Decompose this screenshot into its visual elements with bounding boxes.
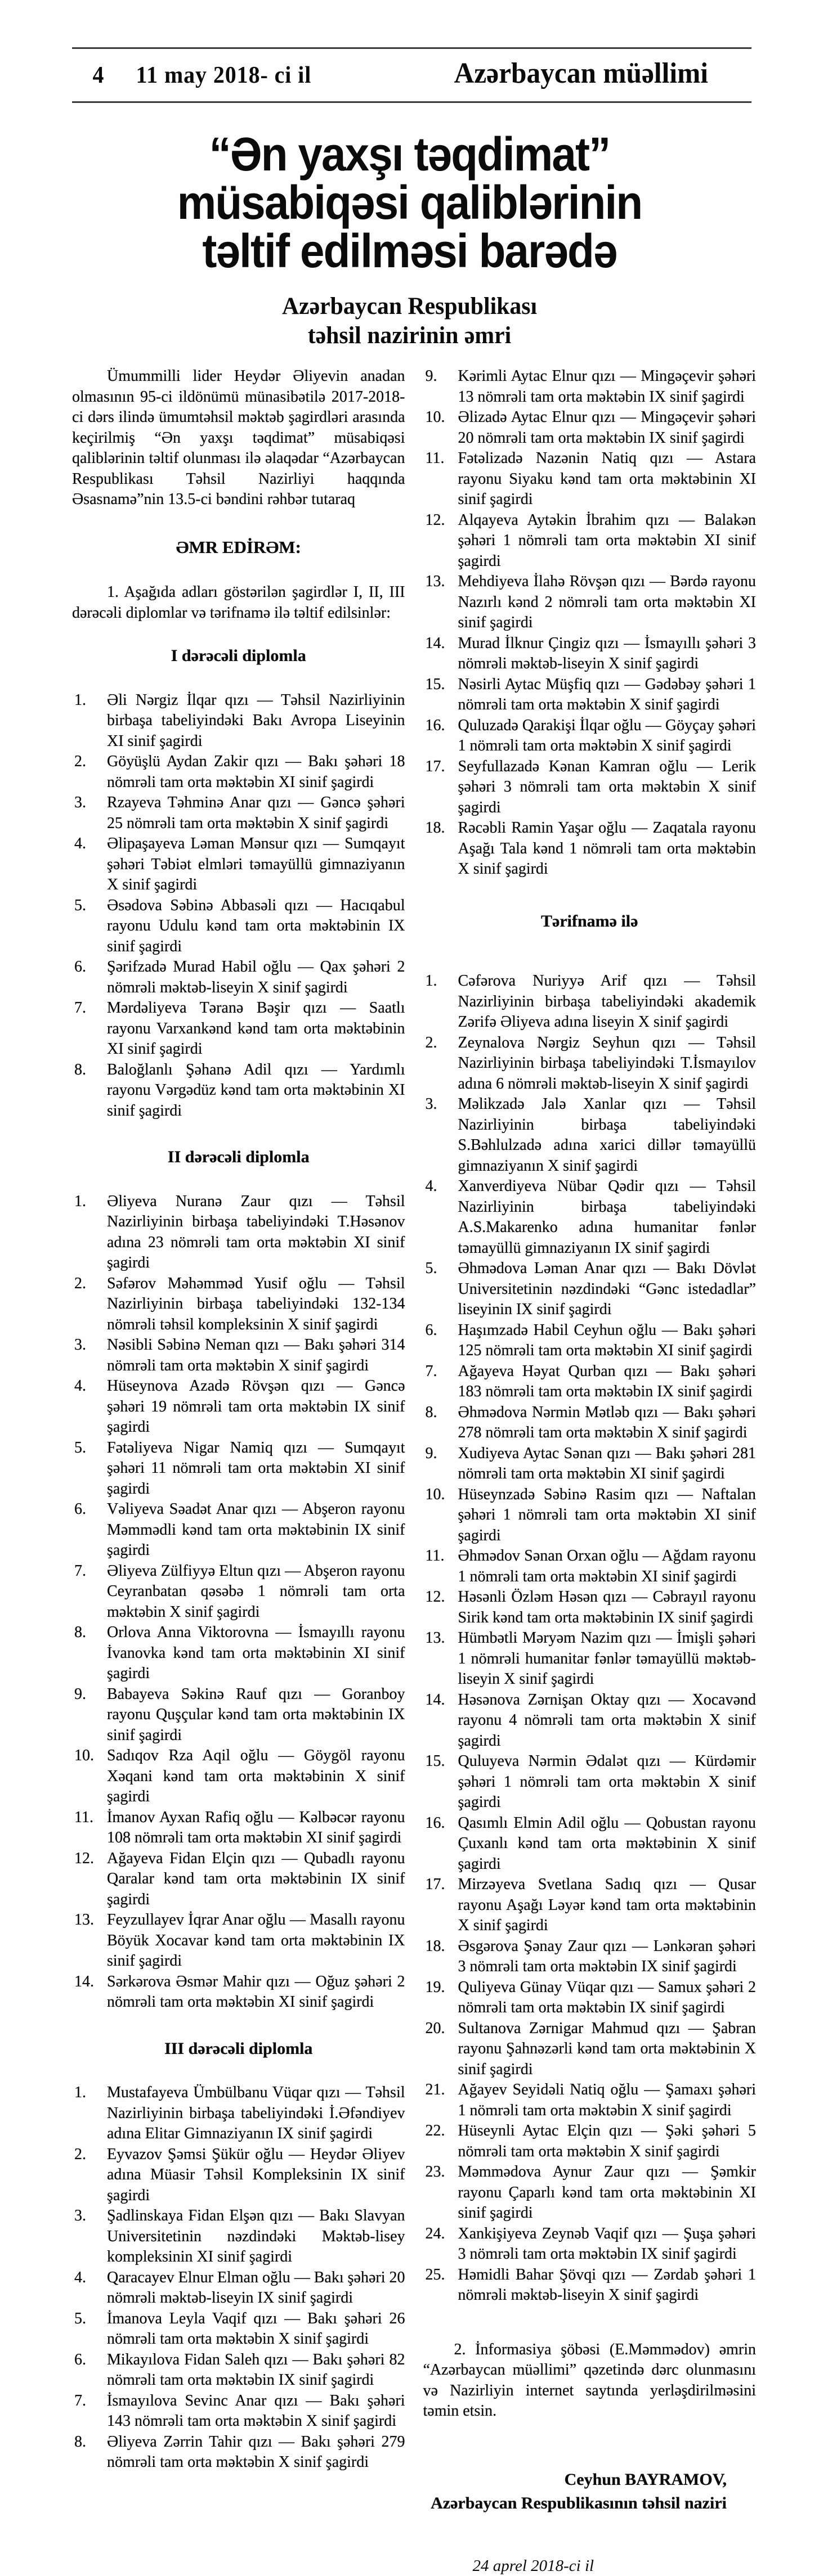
- list-item-text: Səfərov Məhəmməd Yusif oğlu — Təhsil Nazirliyinin birbaşa tabeliyindəki 132-134 nömrəli təhsil kompleksinin X sinif şagirdi: [107, 1275, 405, 1333]
- list-item-number: 18.: [426, 1936, 445, 1957]
- list-item-text: Məlikzadə Jalə Xanlar qızı — Təhsil Nazirliyinin birbaşa tabeliyindəki S.Bəhlulzadə adına xarici dillər təmayüllü gimnaziyanın X sinif şagirdi: [458, 1095, 757, 1175]
- list-item-number: 9.: [426, 1444, 437, 1464]
- list-item-number: 4.: [74, 834, 86, 855]
- list-item: [423, 2265, 757, 2306]
- list-item-number: 16.: [426, 716, 445, 736]
- list-item-number: 7.: [74, 2391, 86, 2412]
- list-item: [72, 896, 405, 957]
- order-heading: ƏMR EDİRƏM:: [72, 537, 405, 558]
- list-item-text: Zeynalova Nərgiz Seyhun qızı — Təhsil Nazirliyinin birbaşa tabeliyindəki T.İsmayılov adına 6 nömrəli məktəb-liseyin X sinif şagirdi: [458, 1034, 757, 1093]
- list-item: [72, 1972, 405, 2013]
- list-item-text: Hüseynova Azadə Rövşən qızı — Gəncə şəhəri 19 nömrəli tam orta məktəbin IX sinif şagirdi: [107, 1377, 405, 1436]
- list-item-number: 10.: [74, 1746, 94, 1766]
- list-item-text: Əhmədova Nərmin Mətləb qızı — Bakı şəhəri 278 nömrəli tam orta məktəbin X sinif şagirdi: [458, 1404, 757, 1442]
- list-item-text: Rzayeva Təhminə Anar qızı — Gəncə şəhəri 25 nömrəli tam orta məktəbin X sinif şagirdi: [107, 794, 405, 832]
- list-item: [423, 1628, 757, 1690]
- list-item: [72, 1808, 405, 1849]
- list-item-number: 2.: [74, 2145, 86, 2165]
- list-item: [423, 2162, 757, 2224]
- list-item-number: 7.: [74, 998, 86, 1019]
- list-item-text: Baloğlanlı Şəhanə Adil qızı — Yardımlı rayonu Vərgədüz kənd tam orta məktəbinin XI sinif şagirdi: [107, 1061, 405, 1120]
- list-item-number: 12.: [426, 510, 445, 531]
- section-heading-terifname: Tərifnamə ilə: [423, 911, 757, 932]
- list-item-number: 2.: [74, 752, 86, 772]
- list-item-number: 1.: [74, 2083, 86, 2103]
- list-item-number: 11.: [74, 1808, 93, 1828]
- list-item-number: 11.: [426, 1546, 445, 1567]
- list-item: [423, 1485, 757, 1547]
- list-item-number: 17.: [426, 1874, 445, 1895]
- list-item-number: 18.: [426, 818, 445, 839]
- list-item-text: Məmmədova Aynur Zaur qızı — Şəmkir rayonu Çaparlı kənd tam orta məktəbinin XI sinif şagirdi: [458, 2163, 757, 2222]
- list-item: [423, 1094, 757, 1176]
- list-item-number: 5.: [74, 1438, 86, 1459]
- list-item: [423, 1546, 757, 1587]
- article-title-line: təltif edilməsi barədə: [29, 227, 790, 275]
- list-item: [423, 1874, 757, 1936]
- list-item: [423, 2080, 757, 2121]
- list-item: [423, 716, 757, 757]
- list-item-text: Əlizadə Aytac Elnur qızı — Mingəçevir şəhəri 20 nömrəli tam orta məktəbin IX sinif şagirdi: [458, 408, 757, 447]
- order-date: 24 aprel 2018-ci il: [473, 2556, 757, 2576]
- list-item: [72, 998, 405, 1060]
- list-item-number: 2.: [74, 1274, 86, 1294]
- list-item-number: 6.: [74, 957, 86, 978]
- list-item: [423, 510, 757, 572]
- list-item-number: 1.: [426, 971, 437, 992]
- list-item-text: Hüseynzadə Səbinə Rasim qızı — Naftalan şəhəri 1 nömrəli tam orta məktəbin XI sinif şagirdi: [458, 1486, 757, 1544]
- terifname-list: [423, 971, 757, 2306]
- list-item-number: 8.: [74, 1060, 86, 1081]
- list-item-text: Vəliyeva Səadət Anar qızı — Abşeron rayonu Məmmədli kənd tam orta məktəbinin IX sinif şagirdi: [107, 1500, 405, 1559]
- section-heading-diploma-3: III dərəcəli diplomla: [72, 2039, 405, 2060]
- list-item-number: 19.: [426, 1977, 445, 1998]
- list-item-number: 6.: [426, 1320, 437, 1341]
- list-item-text: Əhmədova Ləman Anar qızı — Bakı Dövlət Universitetinin nəzdindəki “Gənc istedadlar” liseyinin IX sinif şagirdi: [458, 1260, 757, 1318]
- list-item: [72, 1335, 405, 1376]
- list-item-number: 9.: [426, 366, 437, 387]
- list-item-text: Ağayeva Həyat Qurban qızı — Bakı şəhəri 183 nömrəli tam orta məktəbin IX sinif şagirdi: [458, 1363, 757, 1401]
- list-item: [423, 1361, 757, 1402]
- list-item: [423, 1176, 757, 1258]
- list-item: [72, 1192, 405, 1274]
- list-item-number: 25.: [426, 2265, 445, 2286]
- list-item: [423, 1587, 757, 1628]
- list-item-number: 9.: [74, 1684, 86, 1705]
- list-item: [423, 818, 757, 880]
- list-item: [72, 2206, 405, 2268]
- list-item: [423, 1258, 757, 1320]
- list-item: [72, 2309, 405, 2350]
- list-item-number: 7.: [426, 1361, 437, 1382]
- list-item: [423, 675, 757, 716]
- list-item-text: Nəsibli Səbinə Neman qızı — Bakı şəhəri 314 nömrəli tam orta məktəbin X sinif şagirdi: [107, 1336, 405, 1374]
- list-item-text: Əhmədov Sənan Orxan oğlu — Ağdam rayonu 1 nömrəli tam orta məktəbin XI sinif şagirdi: [458, 1547, 757, 1585]
- list-item-number: 1.: [74, 690, 86, 711]
- list-item-text: Quluyeva Nərmin Ədalət qızı — Kürdəmir şəhəri 1 nömrəli tam orta məktəbin X sinif şagirdi: [458, 1752, 757, 1811]
- article-subtitle-line: Azərbaycan Respublikası: [12, 292, 807, 321]
- newspaper-page: [0, 47, 819, 2333]
- list-item: [72, 1561, 405, 1623]
- list-item: [423, 407, 757, 448]
- list-item: [423, 448, 757, 510]
- list-item-text: Hümbətli Məryəm Nazim qızı — İmişli şəhəri 1 nömrəli humanitar fənlər təmayüllü məktəb-liseyin X sinif şagirdi: [458, 1629, 757, 1688]
- diploma-3-list-left: [72, 2083, 405, 2473]
- list-item-number: 3.: [74, 2206, 86, 2227]
- list-item-number: 11.: [426, 448, 445, 469]
- list-item-text: Quluzadə Qarakişi İlqar oğlu — Göyçay şəhəri 1 nömrəli tam orta məktəbin X sinif şagirdi: [458, 717, 757, 755]
- list-item-text: İmanova Leyla Vaqif qızı — Bakı şəhəri 26 nömrəli tam orta məktəbin X sinif şagirdi: [107, 2310, 405, 2348]
- list-item: [423, 1977, 757, 2018]
- list-item: [423, 1813, 757, 1875]
- list-item-text: Qasımlı Elmin Adil oğlu — Qobustan rayonu Çuxanlı kənd tam orta məktəbinin X sinif şagirdi: [458, 1814, 757, 1873]
- list-item: [72, 1438, 405, 1500]
- list-item-number: 5.: [74, 2309, 86, 2330]
- list-item-text: Şərifzadə Murad Habil oğlu — Qax şəhəri 2 nömrəli məktəb-liseyin X sinif şagirdi: [107, 958, 405, 996]
- list-item: [72, 690, 405, 752]
- list-item-text: Əli Nərgiz İlqar qızı — Təhsil Nazirliyinin birbaşa tabeliyindəki Bakı Avropa Liseyinin XI sinif şagirdi: [107, 691, 405, 750]
- list-item-number: 8.: [426, 1402, 437, 1423]
- list-item-text: Nəsirli Aytac Müşfiq qızı — Gədəbəy şəhəri 1 nömrəli tam orta məktəbin X sinif şagirdi: [458, 676, 757, 714]
- list-item-number: 5.: [74, 896, 86, 916]
- list-item: [72, 2083, 405, 2145]
- list-item-number: 6.: [74, 1499, 86, 1520]
- list-item-number: 16.: [426, 1813, 445, 1834]
- list-item-text: Xankişiyeva Zeynəb Vaqif qızı — Şuşa şəhəri 3 nömrəli tam orta məktəbin IX sinif şagirdi: [458, 2225, 757, 2263]
- list-item-text: Babayeva Səkinə Rauf qızı — Goranboy rayonu Quşçular kənd tam orta məktəbinin IX sinif şagirdi: [107, 1685, 405, 1744]
- list-item-text: Mustafayeva Ümbülbanu Vüqar qızı — Təhsil Nazirliyinin birbaşa tabeliyindəki İ.Əfəndiyev adına Elitar Gimnaziyanın IX sinif şagirdi: [107, 2084, 405, 2142]
- list-item-number: 23.: [426, 2162, 445, 2183]
- list-item-text: Mirzəyeva Svetlana Sadıq qızı — Qusar rayonu Aşağı Ləyər kənd tam orta məktəbinin X sinif şagirdi: [458, 1876, 757, 1934]
- list-item-text: Ağayev Seyidəli Natiq oğlu — Şamaxı şəhəri 1 nömrəli tam orta məktəbin X sinif şagirdi: [458, 2081, 757, 2119]
- list-item-number: 8.: [74, 1622, 86, 1643]
- list-item-number: 13.: [426, 1628, 445, 1649]
- list-item-text: Quliyeva Günay Vüqar qızı — Samux şəhəri 2 nömrəli tam orta məktəbin IX sinif şagirdi: [458, 1979, 757, 2017]
- list-item: [72, 1910, 405, 1972]
- list-item: [72, 1849, 405, 1910]
- newspaper-title: Azərbaycan müəllimi: [454, 57, 708, 90]
- list-item-number: 10.: [426, 407, 445, 428]
- article-subtitle-line: təhsil nazirinin əmri: [12, 321, 807, 350]
- right-column: [423, 366, 757, 2576]
- list-item-text: Qaracayev Elnur Elman oğlu — Bakı şəhəri 20 nömrəli məktəb-liseyin IX sinif şagirdi: [107, 2269, 405, 2307]
- list-item-text: İmanov Ayxan Rafiq oğlu — Kəlbəcər rayonu 108 nömrəli tam orta məktəbin XI sinif şagirdi: [107, 1809, 405, 1847]
- list-item: [423, 633, 757, 675]
- list-item: [72, 2145, 405, 2206]
- list-item-text: Sadıqov Rza Aqil oğlu — Göygöl rayonu Xəqani kənd tam orta məktəbinin X sinif şagirdi: [107, 1747, 405, 1805]
- list-item-text: Həsənli Özləm Həsən qızı — Cəbrayıl rayonu Sirik kənd tam orta məktəbinin IX sinif şagirdi: [458, 1588, 757, 1626]
- list-item: [72, 793, 405, 834]
- list-item-number: 3.: [74, 1335, 86, 1356]
- list-item: [423, 1751, 757, 1813]
- list-item-number: 22.: [426, 2121, 445, 2142]
- list-item: [72, 1274, 405, 1336]
- list-item-text: Seyfullazadə Kənan Kamran oğlu — Lerik şəhəri 3 nömrəli tam orta məktəbin X sinif şagirdi: [458, 758, 757, 816]
- list-item: [72, 2268, 405, 2309]
- list-item-text: Sultanova Zərnigar Mahmud qızı — Şabran rayonu Şahnəzərli kənd tam orta məktəbinin X sinif şagirdi: [458, 2020, 757, 2078]
- page-header-inner: [77, 57, 713, 90]
- page-number: 4: [93, 62, 104, 89]
- list-item-text: Orlova Anna Viktorovna — İsmayıllı rayonu İvanovka kənd tam orta məktəbinin XI sinif şagirdi: [107, 1624, 405, 1682]
- article-subtitle: [12, 292, 807, 350]
- list-item: [423, 2224, 757, 2265]
- list-item: [72, 1684, 405, 1746]
- list-item: [423, 1936, 757, 1977]
- list-item-text: Xanverdiyeva Nübar Qədir qızı — Təhsil Nazirliyinin birbaşa tabeliyindəki A.S.Makarenko adına humanitar fənlər təmayüllü gimnaziyanın IX sinif şagirdi: [458, 1177, 757, 1257]
- list-item: [72, 2432, 405, 2473]
- list-item-number: 12.: [426, 1587, 445, 1608]
- list-item-text: Mərdəliyeva Təranə Bəşir qızı — Saatlı rayonu Varxankənd kənd tam orta məktəbinin XI sinif şagirdi: [107, 999, 405, 1058]
- list-item-number: 4.: [74, 2268, 86, 2289]
- list-item-number: 21.: [426, 2080, 445, 2101]
- list-item: [72, 1376, 405, 1438]
- list-item: [423, 971, 757, 1033]
- list-item-number: 4.: [74, 1376, 86, 1397]
- left-column: [72, 366, 405, 2576]
- list-item: [72, 752, 405, 793]
- list-item-number: 10.: [426, 1485, 445, 1505]
- list-item-number: 14.: [74, 1972, 94, 1993]
- list-item: [423, 1320, 757, 1361]
- list-item: [423, 757, 757, 819]
- clause-1: 1. Aşağıda adları göstərilən şagirdlər I, II, III dərəcəli diplomlar və tərifnamə ilə təltif edilsinlər:: [72, 582, 405, 623]
- signature-title: Azərbaycan Respublikasının təhsil naziri: [423, 2492, 727, 2515]
- article-columns: [72, 366, 756, 2576]
- list-item-text: Sərkərova Əsmər Mahir qızı — Oğuz şəhəri 2 nömrəli tam orta məktəbin XI sinif şagirdi: [107, 1973, 405, 2011]
- list-item-number: 5.: [426, 1258, 437, 1279]
- diploma-1-list: [72, 690, 405, 1122]
- list-item-text: Şadlinskaya Fidan Elşən qızı — Bakı Slavyan Universitetinin nəzdindəki Məktəb-lisey kompleksinin XI sinif şagirdi: [107, 2207, 405, 2265]
- list-item: [423, 2018, 757, 2080]
- list-item-number: 24.: [426, 2224, 445, 2245]
- clause-2: 2. İnformasiya şöbəsi (E.Məmmədov) əmrin “Azərbaycan müəllimi” qəzetində dərc olunmasını və Nazirliyin internet saytında yerləşdirilməsini təmin etsin.: [423, 2340, 757, 2422]
- list-item: [423, 366, 757, 407]
- list-item-text: Xudiyeva Aytac Sənan qızı — Bakı şəhəri 281 nömrəli tam orta məktəbin XI sinif şagirdi: [458, 1445, 757, 1483]
- list-item-number: 13.: [74, 1910, 94, 1931]
- section-heading-diploma-1: I dərəcəli diplomla: [72, 646, 405, 667]
- list-item-text: Cəfərova Nuriyyə Arif qızı — Təhsil Nazirliyinin birbaşa tabeliyindəki akademik Zərifə Əliyeva adına liseyin X sinif şagirdi: [458, 972, 757, 1031]
- list-item-number: 12.: [74, 1849, 94, 1869]
- list-item-number: 15.: [426, 675, 445, 695]
- list-item-number: 3.: [74, 793, 86, 813]
- list-item: [72, 1060, 405, 1122]
- list-item: [423, 1402, 757, 1444]
- list-item-number: 17.: [426, 757, 445, 777]
- list-item-text: Fətəliyeva Nigar Namiq qızı — Sumqayıt şəhəri 11 nömrəli tam orta məktəbin XI sinif şagirdi: [107, 1439, 405, 1498]
- list-item: [72, 834, 405, 896]
- list-item-text: Əliyeva Nuranə Zaur qızı — Təhsil Nazirliyinin birbaşa tabeliyindəki T.Həsənov adına 23 nömrəli tam orta məktəbin XI sinif şagirdi: [107, 1193, 405, 1272]
- list-item-number: 15.: [426, 1751, 445, 1772]
- article-title-line: müsabiqəsi qaliblərinin: [29, 178, 790, 227]
- list-item: [423, 1033, 757, 1095]
- list-item-text: Hüseynli Aytac Elçin qızı — Şəki şəhəri 5 nömrəli tam orta məktəbin X sinif şagirdi: [458, 2122, 757, 2160]
- list-item-number: 13.: [426, 572, 445, 592]
- diploma-2-list: [72, 1192, 405, 2013]
- list-item: [423, 1444, 757, 1485]
- list-item-number: 4.: [426, 1176, 437, 1197]
- list-item-text: Həmidli Bahar Şövqi qızı — Zərdab şəhəri 1 nömrəli məktəb-liseyin X sinif şagirdi: [458, 2266, 757, 2304]
- list-item-text: Əliyeva Zərrin Tahir qızı — Bakı şəhəri 279 nömrəli tam orta məktəbin X sinif şagirdi: [107, 2433, 405, 2471]
- list-item-text: Əsgərova Şənay Zaur qızı — Lənkəran şəhəri 3 nömrəli tam orta məktəbin IX sinif şagirdi: [458, 1937, 757, 1976]
- section-heading-diploma-2: II dərəcəli diplomla: [72, 1147, 405, 1168]
- list-item-text: İsmayılova Sevinc Anar qızı — Bakı şəhəri 143 nömrəli tam orta məktəbin X sinif şagirdi: [107, 2392, 405, 2430]
- list-item: [72, 1746, 405, 1808]
- list-item-number: 8.: [74, 2432, 86, 2453]
- list-item-number: 20.: [426, 2018, 445, 2039]
- diploma-3-list-continued: [423, 366, 757, 880]
- list-item-text: Əlipaşayeva Ləman Mənsur qızı — Sumqayıt şəhəri Təbiət elmləri təmayüllü gimnaziyanın X sinif şagirdi: [107, 835, 405, 893]
- list-item-text: Kərimli Aytac Elnur qızı — Mingəçevir şəhəri 13 nömrəli tam orta məktəbin IX sinif şagirdi: [458, 367, 757, 406]
- issue-date: 11 may 2018- ci il: [136, 62, 311, 89]
- list-item: [72, 2350, 405, 2391]
- list-item-text: Eyvazov Şəmsi Şükür oğlu — Heydər Əliyev adına Müasir Təhsil Kompleksinin IX sinif şagirdi: [107, 2146, 405, 2204]
- list-item: [72, 1499, 405, 1561]
- list-item-number: 2.: [426, 1033, 437, 1054]
- list-item-text: Əsədova Səbinə Abbasəli qızı — Hacıqabul rayonu Udulu kənd tam orta məktəbinin IX sinif şagirdi: [107, 897, 405, 955]
- list-item: [72, 2391, 405, 2432]
- intro-paragraph: Ümummilli lider Heydər Əliyevin anadan olmasının 95-ci ildönümü münasibətilə 2017-2018-ci dərs ilində ümumtəhsil məktəb şagirdləri arasında keçirilmiş “Ən yaxşı təqdimat” müsabiqəsi qaliblərinin təltif olunması ilə əlaqədar “Azərbaycan Respublikası Təhsil Nazirliyi haqqında Əsasnamə”nin 13.5-ci bəndini rəhbər tutaraq: [72, 366, 405, 510]
- list-item: [423, 2121, 757, 2162]
- list-item: [72, 1622, 405, 1684]
- list-item-text: Haşımzadə Habil Ceyhun oğlu — Bakı şəhəri 125 nömrəli tam orta məktəbin XI sinif şagirdi: [458, 1321, 757, 1360]
- list-item-text: Alqayeva Aytəkin İbrahim qızı — Balakən şəhəri 1 nömrəli tam orta məktəbin XI sinif şagirdi: [458, 511, 757, 570]
- list-item-text: Fətəlizadə Nazənin Natiq qızı — Astara rayonu Siyaku kənd tam orta məktəbinin XI sinif şagirdi: [458, 449, 757, 508]
- list-item-number: 14.: [426, 633, 445, 654]
- signature-name: Ceyhun BAYRAMOV,: [423, 2468, 727, 2492]
- list-item-text: Göyüşlü Aydan Zakir qızı — Bakı şəhəri 18 nömrəli tam orta məktəbin XI sinif şagirdi: [107, 753, 405, 791]
- list-item: [423, 1690, 757, 1752]
- list-item-text: Mikayılova Fidan Saleh qızı — Bakı şəhəri 82 nömrəli tam orta məktəbin IX sinif şagirdi: [107, 2351, 405, 2389]
- signature-block: [423, 2468, 757, 2515]
- list-item-text: Həsənova Zərnişan Oktay qızı — Xocavənd rayonu 4 nömrəli tam orta məktəbin X sinif şagirdi: [458, 1691, 757, 1750]
- list-item-text: Ağayeva Fidan Elçin qızı — Qubadlı rayonu Qaralar kənd tam orta məktəbinin IX sinif şagirdi: [107, 1850, 405, 1908]
- list-item-text: Əliyeva Zülfiyyə Eltun qızı — Abşeron rayonu Ceyranbatan qəsəbə 1 nömrəli tam orta məktəbin X sinif şagirdi: [107, 1562, 405, 1621]
- article-title: [29, 130, 790, 275]
- page-header: [72, 47, 751, 103]
- list-item-number: 6.: [74, 2350, 86, 2371]
- list-item-number: 1.: [74, 1192, 86, 1212]
- list-item-number: 7.: [74, 1561, 86, 1582]
- list-item-text: Mehdiyeva İlahə Rövşən qızı — Bərdə rayonu Nazırlı kənd 2 nömrəli tam orta məktəbin XI sinif şagirdi: [458, 573, 757, 631]
- list-item: [423, 572, 757, 633]
- article-title-line: “Ən yaxşı təqdimat”: [29, 130, 790, 178]
- list-item: [72, 957, 405, 998]
- list-item-text: Feyzullayev İqrar Anar oğlu — Masallı rayonu Böyük Xocavar kənd tam orta məktəbinin IX sinif şagirdi: [107, 1911, 405, 1970]
- list-item-text: Rəcəbli Ramin Yaşar oğlu — Zaqatala rayonu Aşağı Tala kənd 1 nömrəli tam orta məktəbin X sinif şagirdi: [458, 819, 757, 878]
- list-item-number: 3.: [426, 1094, 437, 1115]
- list-item-text: Murad İlknur Çingiz qızı — İsmayıllı şəhəri 3 nömrəli məktəb-liseyin X sinif şagirdi: [458, 635, 757, 673]
- list-item-number: 14.: [426, 1690, 445, 1711]
